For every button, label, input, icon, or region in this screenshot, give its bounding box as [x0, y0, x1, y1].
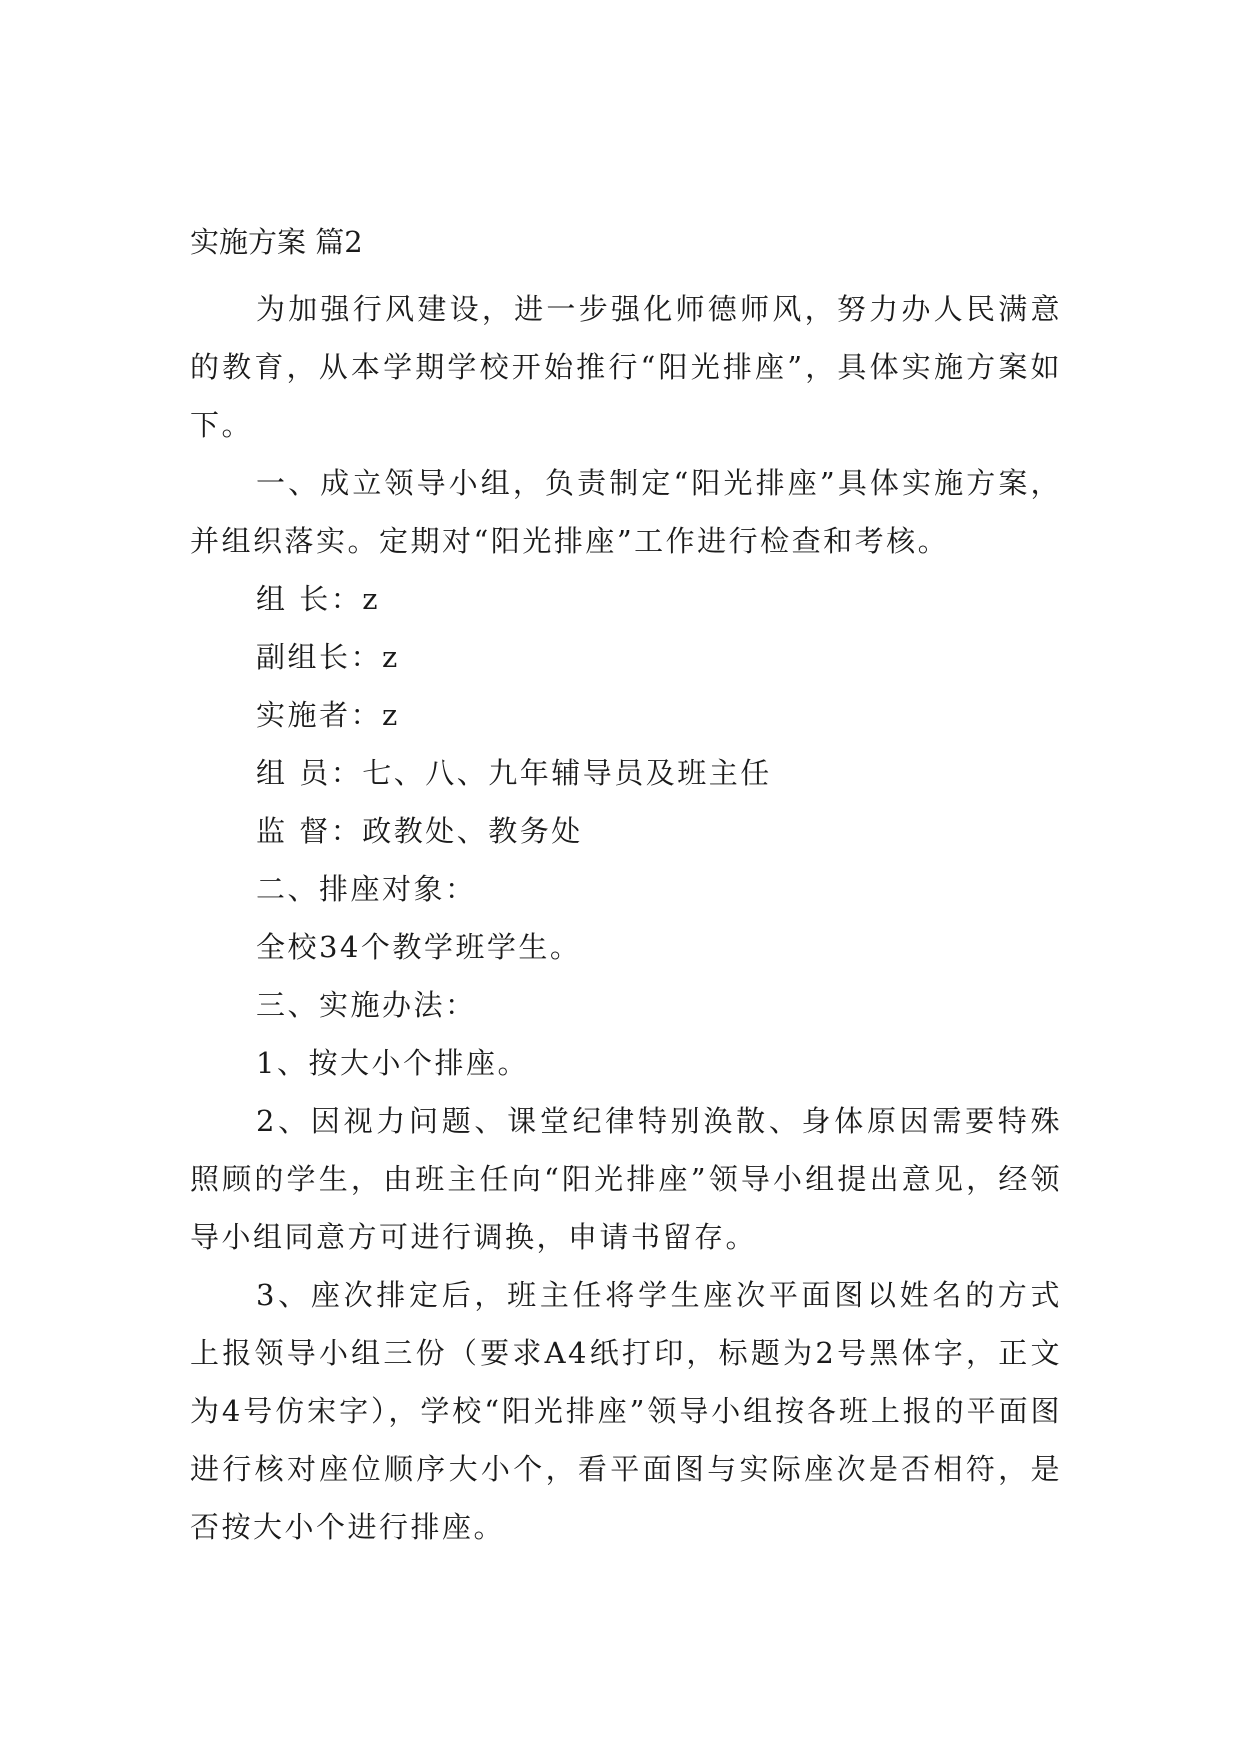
members-line: 组 员：七、八、九年辅导员及班主任	[256, 756, 772, 790]
document-title: 实施方案 篇2	[190, 225, 363, 259]
section3-item3: 3、座次排定后，班主任将学生座次平面图以姓名的方式上报领导小组三份（要求A4纸打印，标题为2号黑体字，正文为4号仿宋字），学校“阳光排座”领导小组按各班上报的平面图进行核对座位顺序大小个，看平面图与实际座次是否相符，是否按大小个进行排座。	[190, 1278, 1062, 1544]
intro-paragraph: 为加强行风建设，进一步强化师德师风，努力办人民满意的教育，从本学期学校开始推行“阳光排座”，具体实施方案如下。	[190, 292, 1062, 442]
section3-item2: 2、因视力问题、课堂纪律特别涣散、身体原因需要特殊照顾的学生，由班主任向“阳光排座”领导小组提出意见，经领导小组同意方可进行调换，申请书留存。	[190, 1104, 1062, 1254]
section2-text: 全校34个教学班学生。	[256, 930, 582, 964]
section1-paragraph: 一、成立领导小组，负责制定“阳光排座”具体实施方案，并组织落实。定期对“阳光排座”工作进行检查和考核。	[190, 466, 1062, 558]
leader-line: 组 长：z	[256, 582, 380, 616]
section3-item1: 1、按大小个排座。	[256, 1046, 529, 1080]
section2-heading: 二、排座对象：	[256, 872, 477, 906]
supervision-line: 监 督：政教处、教务处	[256, 814, 583, 848]
section3-heading: 三、实施办法：	[256, 988, 477, 1022]
deputy-leader-line: 副组长：z	[256, 640, 400, 674]
implementer-line: 实施者：z	[256, 698, 400, 732]
document-body	[190, 280, 1062, 1556]
